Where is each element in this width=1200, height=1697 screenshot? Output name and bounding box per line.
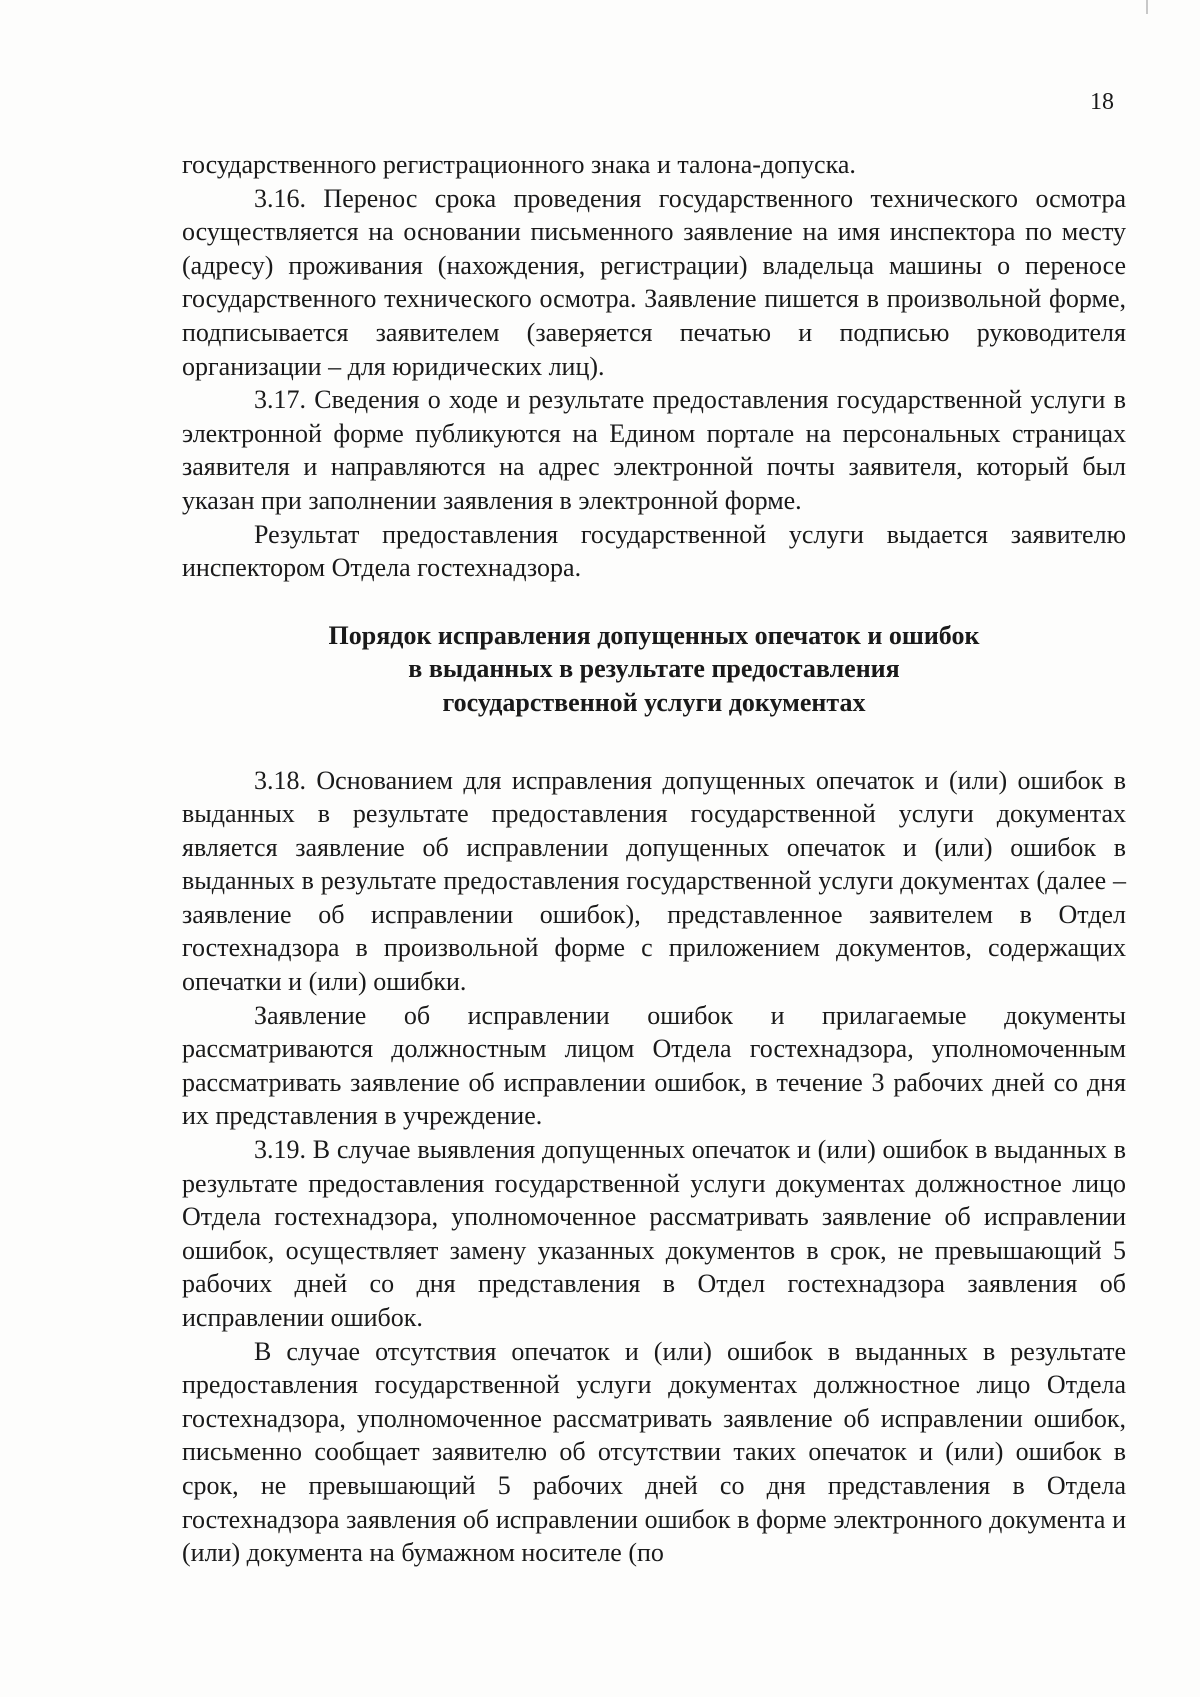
- paragraph-3-17: 3.17. Сведения о ходе и результате предоставления государственной услуги в электронной форме публикуются на Едином портале на персональных страницах заявителя и направляются на адрес электронной почты заявителя, который был указан при заполнении заявления в электронной форме.: [182, 385, 1126, 515]
- heading-line-3: государственной услуги документах: [442, 687, 866, 717]
- page-number: 18: [1090, 89, 1114, 115]
- paragraph-no-errors: В случае отсутствия опечаток и (или) ошибок в выданных в результате предоставления государственной услуги документах должностное лицо Отдела гостехнадзора, уполномоченное рассматривать заявление об исправлении ошибок, письменно сообщает заявителю об отсутствии таких опечаток и (или) ошибок в срок, не превышающий 5 рабочих дней со дня представления в Отдела гостехнадзора заявления об исправлении ошибок в форме электронного документа и (или) документа на бумажном носителе (по: [182, 1336, 1126, 1568]
- paragraph-result: Результат предоставления государственной услуги выдается заявителю инспектором Отдела гостехнадзора.: [182, 519, 1126, 583]
- paragraph-continuation: государственного регистрационного знака и талона-допуска.: [182, 150, 856, 179]
- document-body: [182, 148, 1126, 1570]
- section-heading: [182, 619, 1126, 720]
- paragraph-3-16: 3.16. Перенос срока проведения государственного технического осмотра осуществляется на основании письменного заявление на имя инспектора по месту (адресу) проживания (нахождения, регистрации) владельца машины о переносе государственного технического осмотра. Заявление пишется в произвольной форме, подписывается заявителем (заверяется печатью и подписью руководителя организации – для юридических лиц).: [182, 183, 1126, 381]
- scan-edge-mark: [1146, 0, 1148, 14]
- paragraph-review: Заявление об исправлении ошибок и прилагаемые документы рассматриваются должностным лицом Отдела гостехнадзора, уполномоченным рассматривать заявление об исправлении ошибок, в течение 3 рабочих дней со дня их представления в учреждение.: [182, 1000, 1126, 1131]
- heading-line-2: в выданных в результате предоставления: [408, 654, 900, 684]
- heading-line-1: Порядок исправления допущенных опечаток и ошибок: [328, 620, 980, 650]
- paragraph-3-19: 3.19. В случае выявления допущенных опечаток и (или) ошибок в выданных в результате предоставления государственной услуги документах должностное лицо Отдела гостехнадзора, уполномоченное рассматривать заявление об исправлении ошибок, осуществляет замену указанных документов в срок, не превышающий 5 рабочих дней со дня представления в Отдел гостехнадзора заявления об исправлении ошибок.: [182, 1135, 1126, 1332]
- paragraph-3-18: 3.18. Основанием для исправления допущенных опечаток и (или) ошибок в выданных в результате предоставления государственной услуги документах является заявление об исправлении допущенных опечаток и (или) ошибок в выданных в результате предоставления государственной услуги документах (далее – заявление об исправлении ошибок), представленное заявителем в Отдел гостехнадзора в произвольной форме с приложением документов, содержащих опечатки и (или) ошибки.: [182, 765, 1126, 997]
